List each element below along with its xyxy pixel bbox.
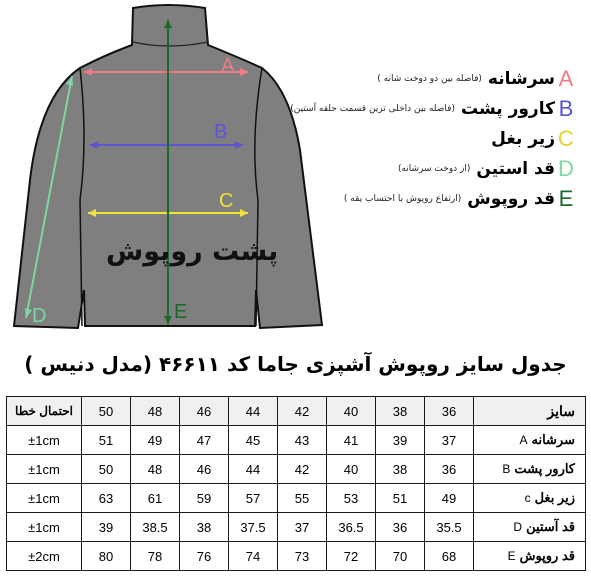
value-cell: 70 <box>376 542 425 571</box>
arrow-b-label: B <box>214 121 228 143</box>
row-code: D <box>513 520 523 534</box>
row-name: کارور پشت <box>514 461 575 476</box>
size-header-label: سایز <box>474 397 586 426</box>
row-code: E <box>507 549 516 563</box>
row-code: c <box>524 491 531 505</box>
legend-letter: E <box>558 186 574 211</box>
back-view-title: پشت روپوش <box>106 236 279 267</box>
value-cell: 51 <box>376 484 425 513</box>
value-cell: 76 <box>180 542 229 571</box>
legend-note: (از دوخت سرشانه) <box>397 164 471 174</box>
tolerance-cell: ±1cm <box>7 513 82 542</box>
size-header-cell: 48 <box>131 397 180 426</box>
row-name: سرشانه <box>531 432 575 447</box>
value-cell: 47 <box>180 426 229 455</box>
size-table <box>6 396 586 571</box>
value-cell: 38 <box>376 455 425 484</box>
tolerance-cell: ±1cm <box>7 484 82 513</box>
value-cell: 36.5 <box>327 513 376 542</box>
legend-letter: C <box>558 126 574 151</box>
legend-note: (فاصله بین دو دوخت شانه ) <box>377 74 482 84</box>
legend-note: (ارتفاع روپوش با احتساب یقه ) <box>343 194 462 204</box>
value-cell: 36 <box>376 513 425 542</box>
row-label <box>474 455 586 484</box>
value-cell: 41 <box>327 426 376 455</box>
row-code: A <box>519 433 528 447</box>
value-cell: 49 <box>131 426 180 455</box>
size-header-cell: 38 <box>376 397 425 426</box>
value-cell: 51 <box>82 426 131 455</box>
legend-letter: D <box>558 156 574 181</box>
value-cell: 38.5 <box>131 513 180 542</box>
value-cell: 37 <box>425 426 474 455</box>
value-cell: 50 <box>82 455 131 484</box>
value-cell: 37.5 <box>229 513 278 542</box>
size-header-cell: 40 <box>327 397 376 426</box>
value-cell: 40 <box>327 455 376 484</box>
row-label <box>474 426 586 455</box>
legend-item-e <box>247 184 577 214</box>
value-cell: 48 <box>131 455 180 484</box>
tolerance-cell: ±1cm <box>7 455 82 484</box>
legend-letter: A <box>558 66 574 91</box>
value-cell: 63 <box>82 484 131 513</box>
size-header-cell: 44 <box>229 397 278 426</box>
value-cell: 37 <box>278 513 327 542</box>
value-cell: 73 <box>278 542 327 571</box>
value-cell: 39 <box>376 426 425 455</box>
value-cell: 61 <box>131 484 180 513</box>
value-cell: 53 <box>327 484 376 513</box>
value-cell: 55 <box>278 484 327 513</box>
row-name: قد روپوش <box>519 548 575 563</box>
legend-item-d <box>247 154 577 184</box>
arrow-a-label: A <box>221 55 235 77</box>
table-header-row <box>7 397 586 426</box>
legend-item-a <box>247 64 577 94</box>
size-header-cell: 36 <box>425 397 474 426</box>
legend-label: کارور پشت <box>460 99 555 119</box>
table-row <box>7 426 586 455</box>
value-cell: 59 <box>180 484 229 513</box>
row-name: قد آستین <box>526 519 575 534</box>
value-cell: 35.5 <box>425 513 474 542</box>
row-label <box>474 542 586 571</box>
row-label <box>474 513 586 542</box>
row-name: زیر بغل <box>534 490 575 505</box>
value-cell: 80 <box>82 542 131 571</box>
size-header-cell: 46 <box>180 397 229 426</box>
size-table-title: جدول سایز روپوش آشپزی جاما کد ۴۶۶۱۱ (مدل دنیس ) <box>24 352 567 376</box>
table-row <box>7 513 586 542</box>
value-cell: 46 <box>180 455 229 484</box>
legend-label: قد استین <box>476 159 555 179</box>
value-cell: 78 <box>131 542 180 571</box>
measurement-legend <box>247 64 577 214</box>
value-cell: 45 <box>229 426 278 455</box>
value-cell: 42 <box>278 455 327 484</box>
value-cell: 57 <box>229 484 278 513</box>
row-code: B <box>502 462 511 476</box>
value-cell: 74 <box>229 542 278 571</box>
size-header-cell: 50 <box>82 397 131 426</box>
size-header-cell: 42 <box>278 397 327 426</box>
table-row <box>7 455 586 484</box>
tolerance-cell: ±2cm <box>7 542 82 571</box>
legend-label: قد روپوش <box>467 189 555 209</box>
legend-letter: B <box>558 96 574 121</box>
tolerance-cell: ±1cm <box>7 426 82 455</box>
arrow-e-label: E <box>174 301 188 323</box>
table-row <box>7 542 586 571</box>
arrow-d-label: D <box>32 305 47 327</box>
value-cell: 36 <box>425 455 474 484</box>
value-cell: 49 <box>425 484 474 513</box>
value-cell: 43 <box>278 426 327 455</box>
arrow-c-label: C <box>219 190 234 212</box>
row-label <box>474 484 586 513</box>
value-cell: 72 <box>327 542 376 571</box>
table-row <box>7 484 586 513</box>
legend-note: (فاصله بین داخلی ترین قسمت حلقه آستین) <box>290 104 455 114</box>
value-cell: 38 <box>180 513 229 542</box>
legend-item-b <box>247 94 577 124</box>
value-cell: 68 <box>425 542 474 571</box>
value-cell: 39 <box>82 513 131 542</box>
legend-item-c <box>247 124 577 154</box>
tolerance-header: احتمال خطا <box>7 397 82 426</box>
value-cell: 44 <box>229 455 278 484</box>
legend-label: سرشانه <box>487 69 555 89</box>
legend-label: زیر بغل <box>491 129 555 149</box>
